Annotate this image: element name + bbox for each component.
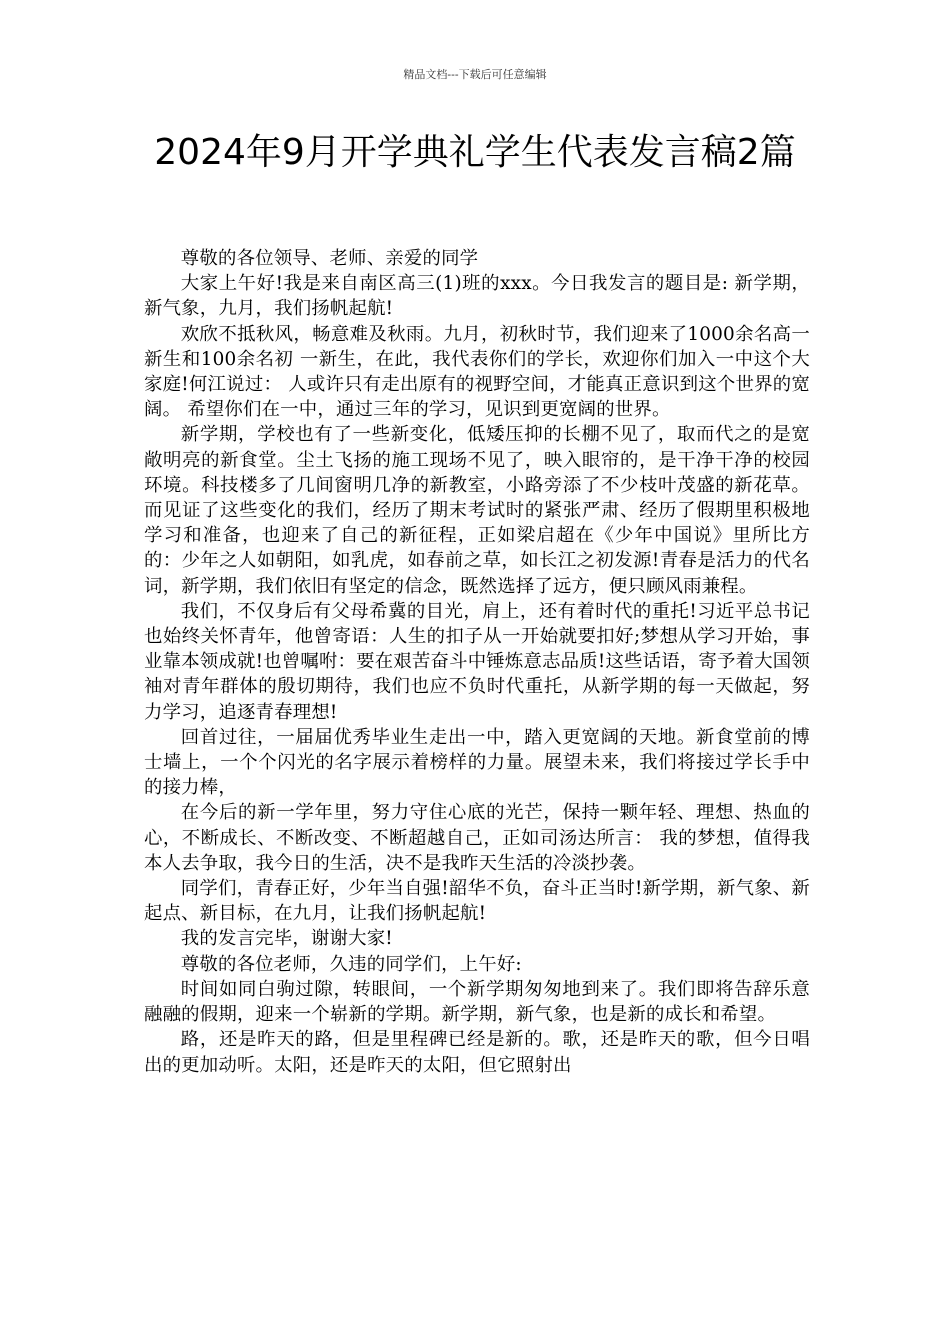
paragraph: 大家上午好!我是来自南区高三(1)班的xxx。今日我发言的题目是: 新学期，新气象，九月，我们扬帆起航! <box>144 273 810 320</box>
paragraph: 尊敬的各位领导、老师、亲爱的同学 <box>180 248 479 269</box>
paragraph: 在今后的新一学年里，努力守住心底的光芒，保持一颗年轻、理想、热血的心，不断成长、不断改变、不断超越自己，正如司汤达所言： 我的梦想，值得我本人去争取，我今日的生活，决不是我昨天生活的冷淡抄袭。 <box>144 802 810 874</box>
document-body <box>144 246 810 1078</box>
paragraph: 尊敬的各位老师，久违的同学们，上午好: <box>180 953 522 975</box>
document-title: 2024年9月开学典礼学生代表发言稿2篇 <box>154 132 796 173</box>
header-note: 精品文档---下载后可任意编辑 <box>403 68 547 81</box>
paragraph: 我的发言完毕，谢谢大家! <box>180 928 393 950</box>
paragraph: 我们，不仅身后有父母希冀的目光，肩上，还有着时代的重托!习近平总书记也始终关怀青年，他曾寄语：人生的扣子从一开始就要扣好;梦想从学习开始，事业靠本领成就!也曾嘱咐：要在艰苦奋斗中锤炼意志品质!这些话语，寄予着大国领袖对青年群体的殷切期待，我们也应不负时代重托，从新学期的每一天做起，努力学习，追逐青春理想! <box>144 600 810 723</box>
paragraph: 同学们，青春正好，少年当自强!韶华不负，奋斗正当时!新学期，新气象、新起点、新目标，在九月，让我们扬帆起航! <box>144 878 810 925</box>
paragraph: 回首过往，一届届优秀毕业生走出一中，踏入更宽阔的天地。新食堂前的博士墙上，一个个闪光的名字展示着榜样的力量。展望未来，我们将接过学长手中的接力棒， <box>144 726 810 799</box>
paragraph: 新学期，学校也有了一些新变化，低矮压抑的长棚不见了，取而代之的是宽敞明亮的新食堂。尘土飞扬的施工现场不见了，映入眼帘的，是干净干净的校园环境。科技楼多了几间窗明几净的新教室，小路旁添了不少枝叶茂盛的新花草。而见证了这些变化的我们，经历了期末考试时的紧张严肃、经历了假期里积极地学习和准备，也迎来了自己的新征程，正如梁启超在《少年中国说》里所比方的：少年之人如朝阳，如乳虎，如春前之草，如长江之初发源!青春是活力的代名词，新学期，我们依旧有坚定的信念，既然选择了远方，便只顾风雨兼程。 <box>144 424 810 597</box>
paragraph: 时间如同白驹过隙，转眼间，一个新学期匆匆地到来了。我们即将告辞乐意融融的假期，迎来一个崭新的学期。新学期，新气象，也是新的成长和希望。 <box>144 978 810 1026</box>
paragraph: 路，还是昨天的路，但是里程碑已经是新的。歌，还是昨天的歌，但今日唱出的更加动听。太阳，还是昨天的太阳，但它照射出 <box>144 1029 810 1076</box>
paragraph: 欢欣不抵秋风，畅意难及秋雨。九月，初秋时节，我们迎来了1000余名高一新生和100余名初 一新生，在此，我代表你们的学长，欢迎你们加入一中这个大家庭!何江说过： 人或许只有走出原有的视野空间，才能真正意识到这个世界的宽阔。 希望你们在一中，通过三年的学习，见识到更宽阔的世界。 <box>144 323 810 421</box>
